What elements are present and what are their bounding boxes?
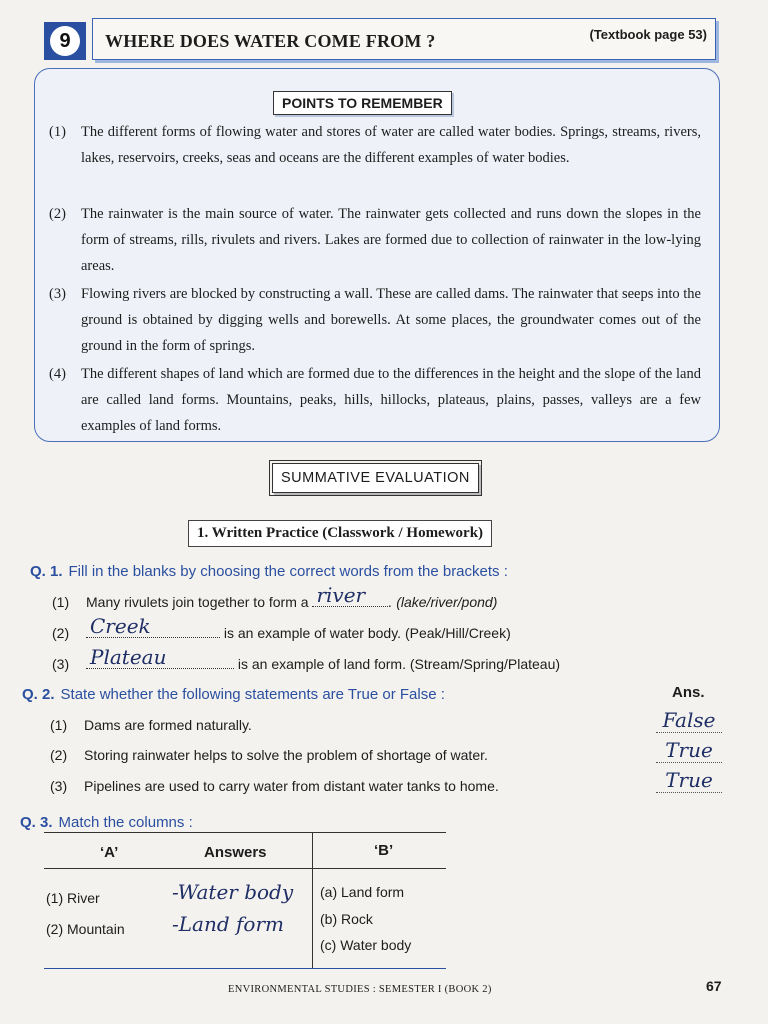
point-number: (3) xyxy=(49,286,66,302)
q1-item-number: (1) xyxy=(52,594,70,610)
q1-heading xyxy=(30,563,508,580)
column-a-header: ‘A’ xyxy=(100,844,119,861)
q2-heading xyxy=(22,686,445,703)
column-a-row xyxy=(46,921,125,937)
q1-blank xyxy=(312,583,388,607)
match-handwritten-answer: -Water body xyxy=(172,880,294,904)
row-text: Land form xyxy=(341,884,405,900)
point-item xyxy=(49,119,701,171)
point-item xyxy=(49,361,701,439)
q1-handwritten-answer: river xyxy=(316,583,366,607)
q2-item-number: (3) xyxy=(50,778,68,794)
point-text: The rainwater is the main source of water. The rainwater gets collected and runs down the slopes in the form of streams, rills, rivulets and rivers. Lakes are formed due to collection of rainwater in the low-lying areas. xyxy=(81,206,701,274)
q3-text: Match the columns : xyxy=(58,814,193,831)
q2-handwritten-answer: False xyxy=(656,708,722,733)
row-text: Water body xyxy=(340,937,412,953)
column-b-row xyxy=(320,937,411,953)
row-text: River xyxy=(67,890,100,906)
page-number: 67 xyxy=(706,978,722,994)
column-b-row xyxy=(320,911,373,927)
q1-item xyxy=(52,583,498,610)
row-text: Rock xyxy=(341,911,373,927)
chapter-number-badge xyxy=(44,22,86,60)
q3-number: Q. 3. xyxy=(20,814,53,831)
point-number: (1) xyxy=(49,124,66,140)
point-text: The different shapes of land which are formed due to the differences in the height and the slope of the land are called land forms. Mountains, peaks, hills, hillocks, plateaus, plains, passes, valleys are a few examples of land forms. xyxy=(81,366,701,434)
q1-item xyxy=(52,614,511,641)
points-to-remember-label: POINTS TO REMEMBER xyxy=(273,91,452,115)
q3-heading xyxy=(20,814,193,831)
answers-column-header: Answers xyxy=(204,844,267,861)
point-item xyxy=(49,281,701,359)
q1-number: Q. 1. xyxy=(30,563,63,580)
row-number: (1) xyxy=(46,890,64,906)
q2-handwritten-answer: True xyxy=(656,768,722,793)
q1-item-after: is an example of land form. (Stream/Spring/Plateau) xyxy=(237,656,561,672)
q2-handwritten-answer: True xyxy=(656,738,722,763)
q2-item-number: (2) xyxy=(50,747,68,763)
q1-item-before: Many rivulets join together to form a xyxy=(86,594,309,610)
column-a-row xyxy=(46,890,100,906)
chapter-number: 9 xyxy=(50,26,80,56)
q1-blank xyxy=(86,645,234,669)
points-to-remember-box xyxy=(34,68,720,442)
match-handwritten-answer: -Land form xyxy=(172,912,284,936)
footer-book-title: ENVIRONMENTAL STUDIES : SEMESTER I (BOOK 2) xyxy=(228,984,492,995)
q2-number: Q. 2. xyxy=(22,686,55,703)
point-text: The different forms of flowing water and stores of water are called water bodies. Springs, streams, rivers, lakes, reservoirs, creeks, seas and oceans are the different examples of water bodies. xyxy=(81,124,701,166)
point-item xyxy=(49,201,701,279)
q2-text: State whether the following statements are True or False : xyxy=(60,686,445,703)
point-number: (2) xyxy=(49,206,66,222)
q1-item-after: is an example of water body. (Peak/Hill/Creek) xyxy=(223,625,511,641)
row-text: Mountain xyxy=(67,921,125,937)
column-b-row xyxy=(320,884,404,900)
q1-text: Fill in the blanks by choosing the correct words from the brackets : xyxy=(68,563,508,580)
q2-item-text: Dams are formed naturally. xyxy=(84,717,252,733)
q2-item xyxy=(50,747,488,763)
q2-item-text: Storing rainwater helps to solve the problem of shortage of water. xyxy=(84,747,488,763)
written-practice-label: 1. Written Practice (Classwork / Homework) xyxy=(188,520,492,547)
q1-blank xyxy=(86,614,220,638)
column-b-header: ‘B’ xyxy=(374,842,394,859)
summative-evaluation-label: SUMMATIVE EVALUATION xyxy=(272,463,479,493)
chapter-title: WHERE DOES WATER COME FROM ? xyxy=(105,31,436,51)
q1-handwritten-answer: Creek xyxy=(90,614,151,638)
row-number: (c) xyxy=(320,937,337,953)
row-number: (a) xyxy=(320,884,338,900)
chapter-title-box xyxy=(92,18,716,60)
q1-item-after: . (lake/river/pond) xyxy=(388,594,498,610)
q2-item-text: Pipelines are used to carry water from distant water tanks to home. xyxy=(84,778,499,794)
row-number: (b) xyxy=(320,911,338,927)
q2-item xyxy=(50,778,499,794)
textbook-page-ref: (Textbook page 53) xyxy=(589,27,707,42)
answer-label: Ans. xyxy=(672,684,705,701)
point-text: Flowing rivers are blocked by constructing a wall. These are called dams. The rainwater that seeps into the ground is obtained by digging wells and borewells. At some places, the groundwater comes out of the ground in the form of springs. xyxy=(81,286,701,354)
q1-item-number: (3) xyxy=(52,656,70,672)
q2-item xyxy=(50,717,252,733)
q1-handwritten-answer: Plateau xyxy=(90,645,167,669)
point-number: (4) xyxy=(49,366,66,382)
row-number: (2) xyxy=(46,921,64,937)
match-columns-table xyxy=(44,832,446,970)
q1-item xyxy=(52,645,561,672)
q2-item-number: (1) xyxy=(50,717,68,733)
q1-item-number: (2) xyxy=(52,625,70,641)
